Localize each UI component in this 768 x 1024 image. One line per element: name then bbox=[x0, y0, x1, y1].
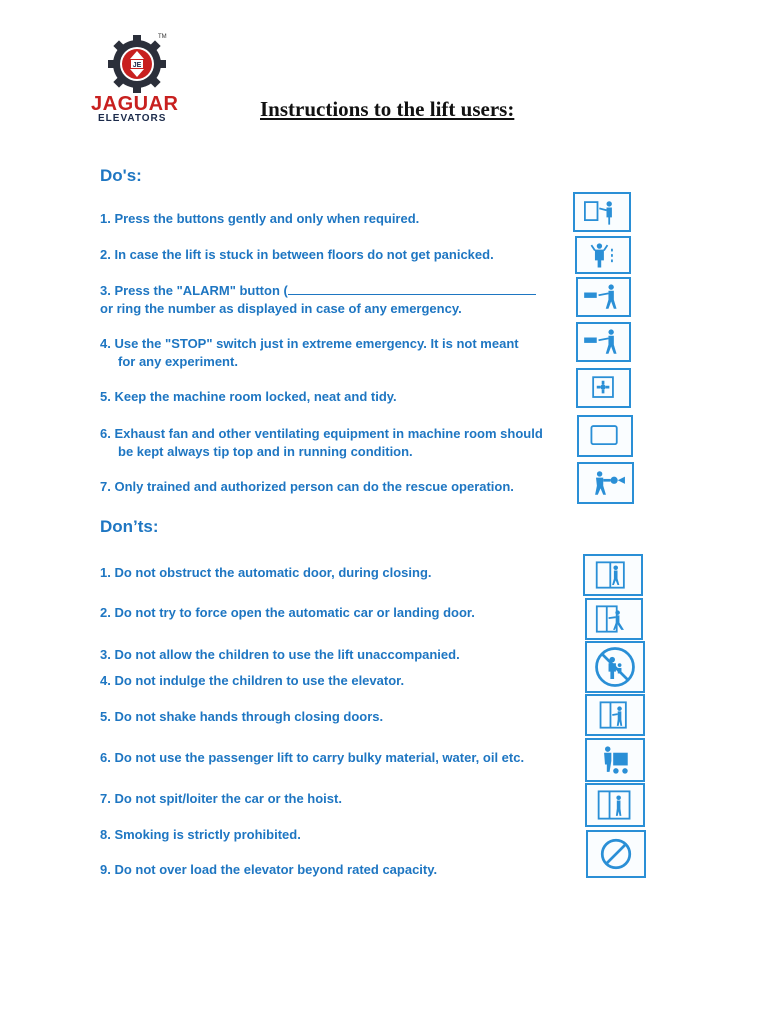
dos-item-6-text-cont: be kept always tip top and in running condition. bbox=[118, 444, 413, 459]
donts-item-5: 5. Do not shake hands through closing doors. bbox=[100, 709, 384, 724]
press-button-icon bbox=[573, 192, 631, 232]
rescue-icon bbox=[577, 462, 634, 504]
donts-item-1: 1. Do not obstruct the automatic door, during closing. bbox=[100, 565, 432, 580]
logo-monogram: JE bbox=[132, 62, 142, 69]
stop-switch-icon bbox=[576, 322, 631, 362]
donts-item-8: 8. Smoking is strictly prohibited. bbox=[100, 827, 301, 842]
no-spit-icon bbox=[585, 783, 645, 827]
gear-logo-icon bbox=[106, 34, 168, 94]
brand-subtitle: ELEVATORS bbox=[98, 113, 167, 124]
stay-calm-icon bbox=[575, 236, 631, 274]
dos-item-2: 2. In case the lift is stuck in between floors do not get panicked. bbox=[100, 247, 494, 262]
dos-item-3-text: 3. Press the "ALARM" button ( bbox=[100, 283, 288, 298]
dos-item-3-text-cont: or ring the number as displayed in case of any emergency. bbox=[100, 301, 462, 316]
no-children-icon bbox=[585, 641, 645, 693]
dos-item-6-text: 6. Exhaust fan and other ventilating equipment in machine room should bbox=[100, 426, 543, 441]
donts-item-9: 9. Do not over load the elevator beyond rated capacity. bbox=[100, 862, 438, 877]
dos-item-7: 7. Only trained and authorized person can do the rescue operation. bbox=[100, 479, 514, 494]
jaguar-logo bbox=[88, 34, 188, 126]
dos-item-4-text: 4. Use the "STOP" switch just in extreme emergency. It is not meant bbox=[100, 336, 519, 351]
machine-room-icon bbox=[576, 368, 631, 408]
alarm-icon bbox=[576, 277, 631, 317]
dos-item-4 bbox=[100, 335, 519, 371]
donts-item-6: 6. Do not use the passenger lift to carry bulky material, water, oil etc. bbox=[100, 750, 525, 765]
dos-item-5: 5. Keep the machine room locked, neat and tidy. bbox=[100, 389, 397, 404]
no-bulky-material-icon bbox=[585, 738, 645, 782]
dos-item-4-text-cont: for any experiment. bbox=[118, 354, 238, 369]
dos-item-3 bbox=[100, 282, 536, 318]
trademark-mark: TM bbox=[158, 34, 167, 40]
donts-item-7: 7. Do not spit/loiter the car or the hoist. bbox=[100, 791, 342, 806]
donts-item-3: 3. Do not allow the children to use the lift unaccompanied. bbox=[100, 647, 460, 662]
brand-name: JAGUAR bbox=[91, 93, 179, 115]
alarm-number-blank bbox=[288, 282, 536, 295]
donts-heading: Don’ts: bbox=[100, 517, 159, 536]
dos-item-1: 1. Press the buttons gently and only when required. bbox=[100, 211, 420, 226]
door-obstruct-icon bbox=[583, 554, 643, 596]
dos-heading: Do's: bbox=[100, 166, 142, 185]
no-smoking-icon bbox=[586, 830, 646, 878]
page-title: Instructions to the lift users: bbox=[260, 97, 515, 121]
force-door-icon bbox=[585, 598, 643, 640]
donts-item-4: 4. Do not indulge the children to use the elevator. bbox=[100, 673, 405, 688]
donts-item-2: 2. Do not try to force open the automatic car or landing door. bbox=[100, 605, 475, 620]
dos-item-6 bbox=[100, 425, 543, 461]
no-handshake-icon bbox=[585, 694, 645, 736]
exhaust-fan-icon bbox=[577, 415, 633, 457]
